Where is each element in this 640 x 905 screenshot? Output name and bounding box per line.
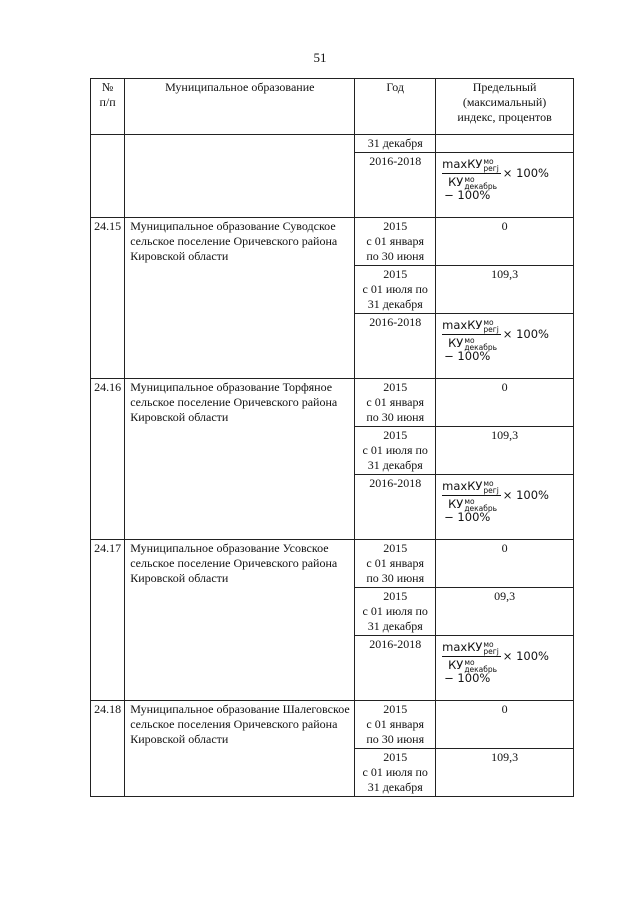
row-municipality: Муниципальное образование Шалеговское сельское поселения Оричевского района Кировской области	[125, 701, 355, 797]
year-cell: 31 декабря	[355, 135, 436, 153]
year-cell: 2015 с 01 января по 30 июня	[355, 379, 436, 427]
index-value: 0	[436, 218, 574, 266]
index-formula: maxКУ мо регj КУ мо декабрь × 100% − 100%	[442, 317, 549, 363]
header-municipality: Муниципальное образование	[125, 79, 355, 135]
year-cell: 2015 с 01 июля по 31 декабря	[355, 266, 436, 314]
row-number	[91, 135, 125, 218]
year-cell: 2015 с 01 июля по 31 декабря	[355, 588, 436, 636]
year-cell: 2015 с 01 января по 30 июня	[355, 218, 436, 266]
table-row	[91, 701, 574, 749]
year-cell: 2016-2018	[355, 314, 436, 379]
table-row	[91, 218, 574, 266]
table-row	[91, 540, 574, 588]
year-cell: 2016-2018	[355, 153, 436, 218]
index-formula: maxКУ мо регj КУ мо декабрь × 100% − 100%	[442, 478, 549, 524]
index-value: 09,3	[436, 588, 574, 636]
row-number: 24.16	[91, 379, 125, 540]
row-municipality: Муниципальное образование Усовское сельское поселение Оричевского района Кировской области	[125, 540, 355, 701]
row-number: 24.15	[91, 218, 125, 379]
formula-cell	[436, 636, 574, 701]
index-table	[90, 78, 574, 797]
index-value: 109,3	[436, 266, 574, 314]
header-index: Предельный (максимальный) индекс, процентов	[436, 79, 574, 135]
row-municipality: Муниципальное образование Торфяное сельское поселение Оричевского района Кировской области	[125, 379, 355, 540]
row-municipality	[125, 135, 355, 218]
year-cell: 2015 с 01 июля по 31 декабря	[355, 749, 436, 797]
index-formula: maxКУ мо регj КУ мо декабрь × 100% − 100%	[442, 156, 549, 202]
year-cell: 2015 с 01 января по 30 июня	[355, 540, 436, 588]
index-value: 0	[436, 379, 574, 427]
index-formula: maxКУ мо регj КУ мо декабрь × 100% − 100%	[442, 639, 549, 685]
index-value: 109,3	[436, 427, 574, 475]
index-value: 109,3	[436, 749, 574, 797]
row-number: 24.18	[91, 701, 125, 797]
index-value: 0	[436, 540, 574, 588]
formula-cell	[436, 153, 574, 218]
year-cell: 2015 с 01 января по 30 июня	[355, 701, 436, 749]
year-cell: 2015 с 01 июля по 31 декабря	[355, 427, 436, 475]
header-number: № п/п	[91, 79, 125, 135]
index-value: 0	[436, 701, 574, 749]
year-cell: 2016-2018	[355, 475, 436, 540]
table-row	[91, 379, 574, 427]
index-cell	[436, 135, 574, 153]
page-number: 51	[313, 50, 327, 65]
row-number: 24.17	[91, 540, 125, 701]
table-header-row	[91, 79, 574, 135]
table-row	[91, 135, 574, 153]
formula-cell	[436, 475, 574, 540]
header-year: Год	[355, 79, 436, 135]
row-municipality: Муниципальное образование Суводское сельское поселение Оричевского района Кировской области	[125, 218, 355, 379]
year-cell: 2016-2018	[355, 636, 436, 701]
formula-cell	[436, 314, 574, 379]
